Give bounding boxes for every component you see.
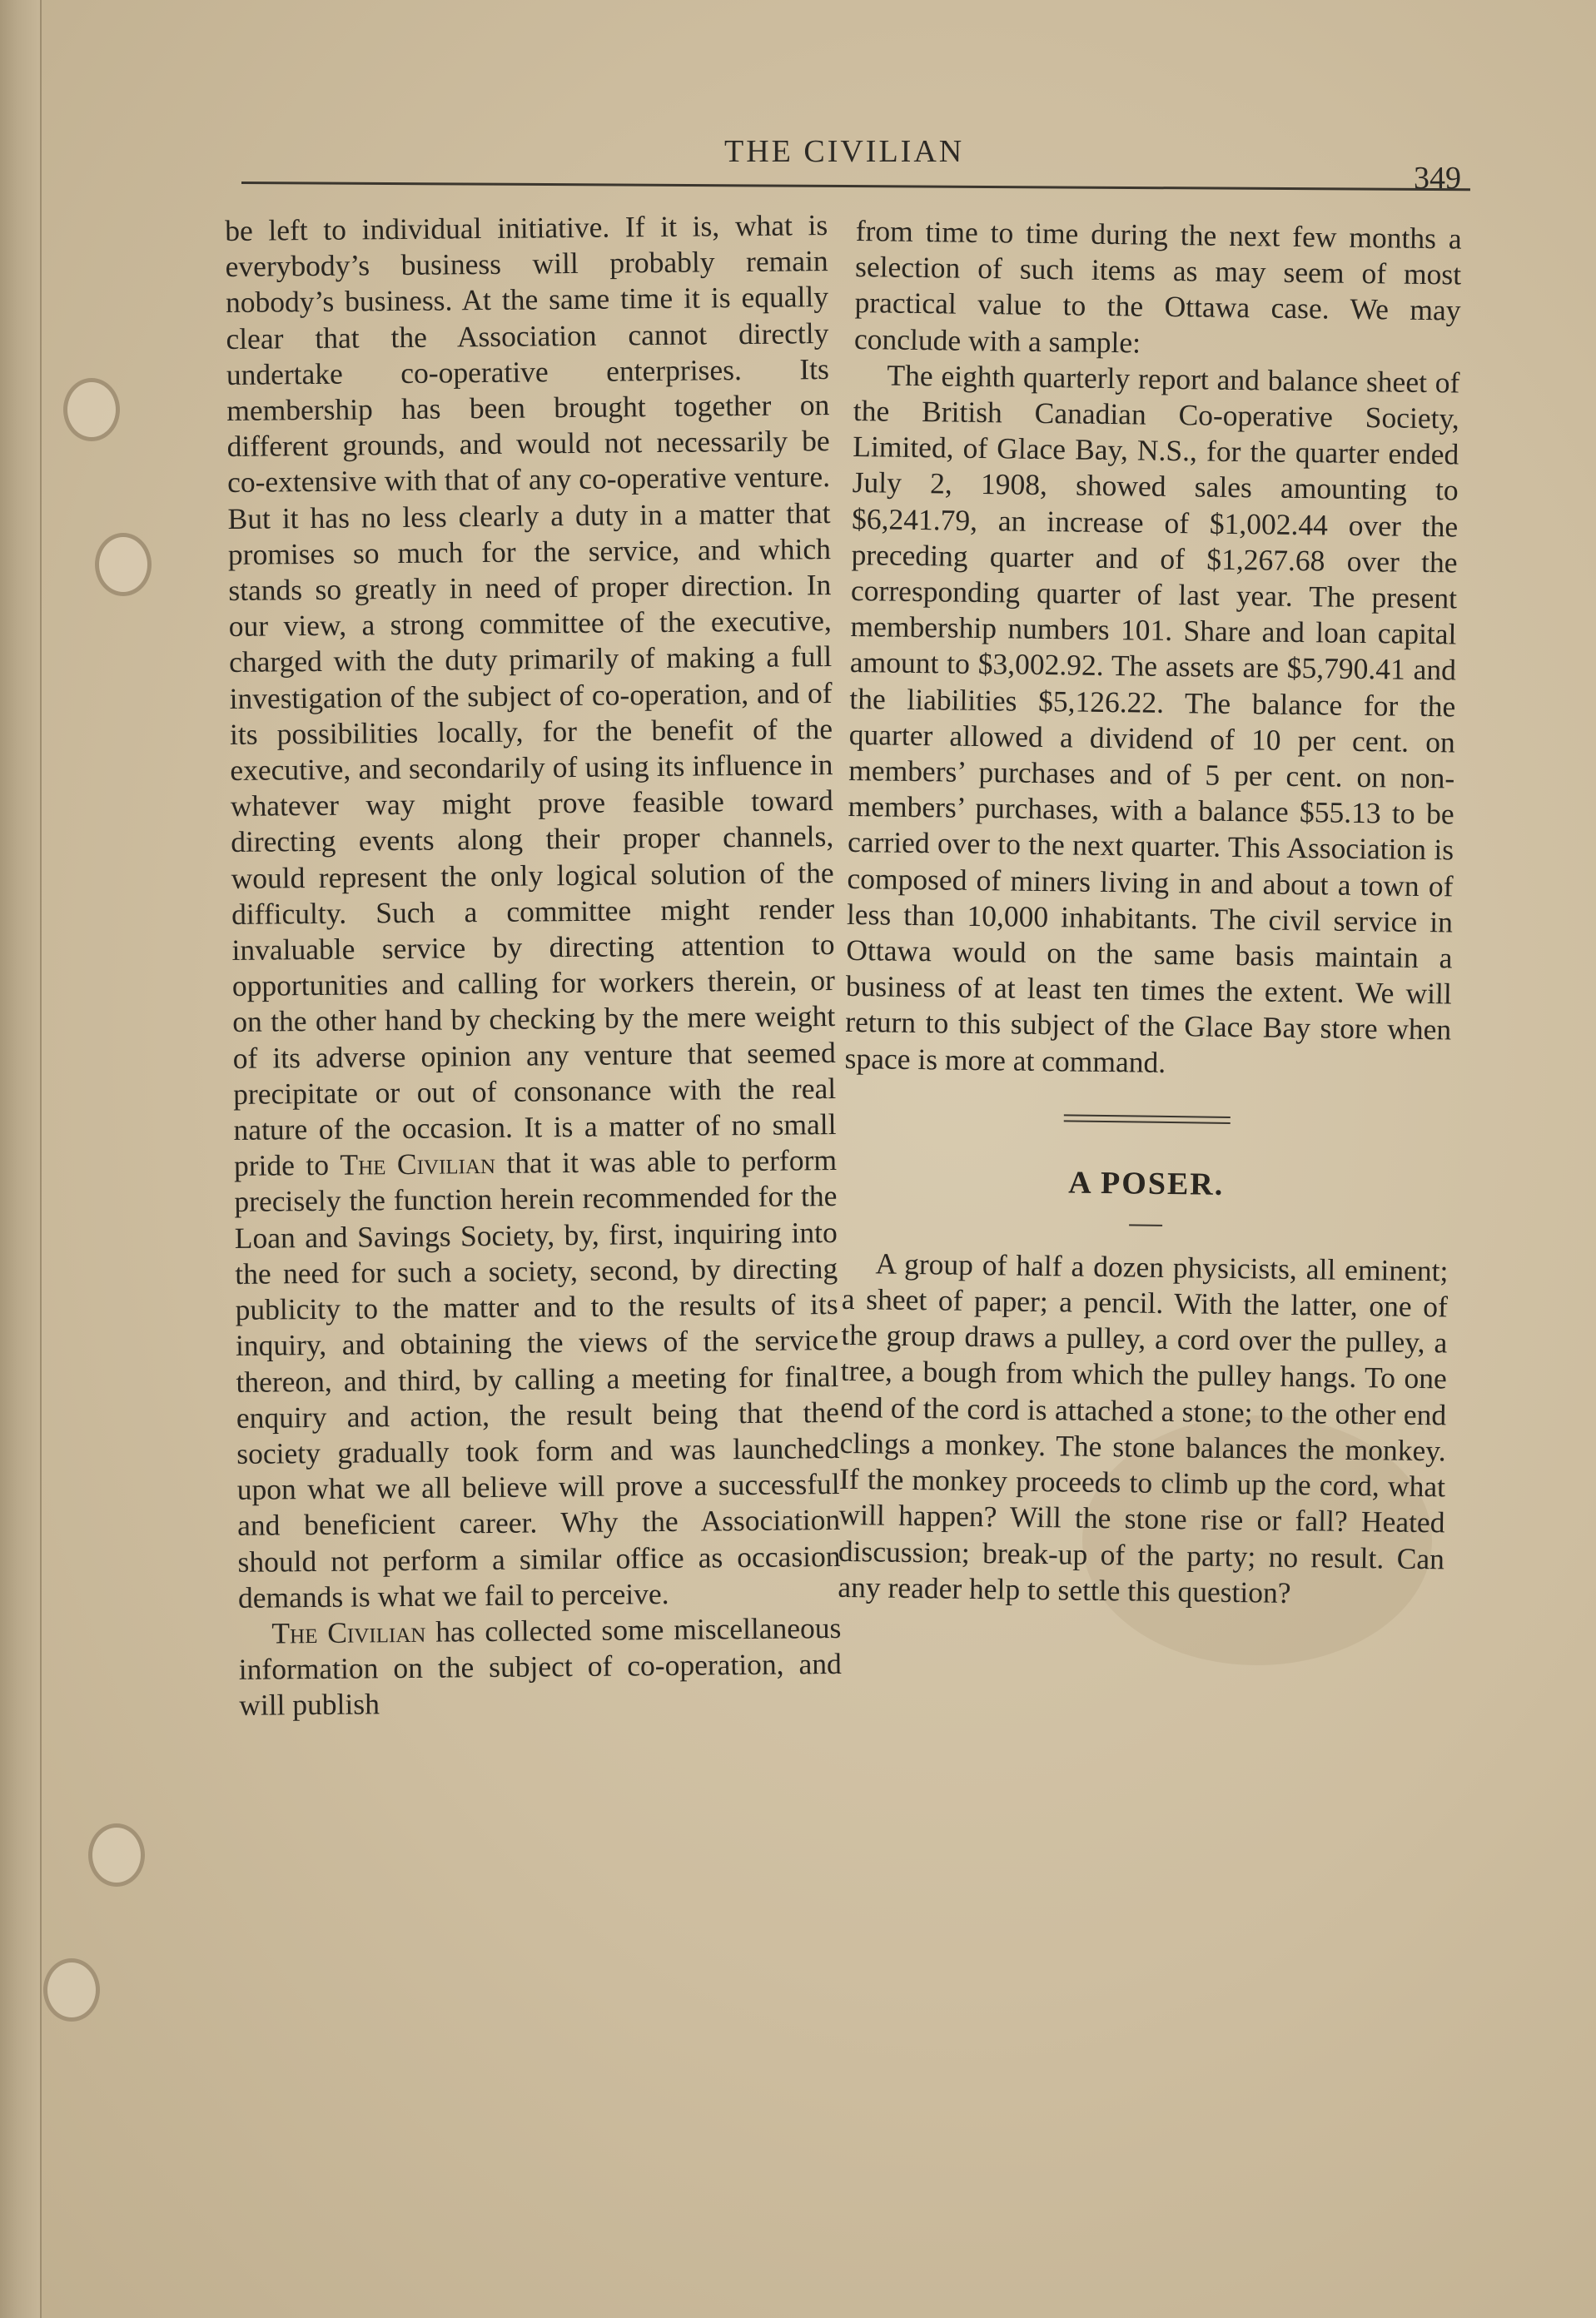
page-number: 349	[1414, 161, 1461, 196]
heading-underline	[1129, 1224, 1162, 1226]
right-paragraph-2: The eighth quarterly report and balance sheet of the British Canadian Co-operative Society, Limited, of Glace Bay, N.S., for the quarter ended July 2, 1908, showed sales amounting to $6,241.79, an increase of $1,002.44 over the preceding quarter and of $1,267.68 over the corresponding quarter of last year. The present membership numbers 101. Share and loan capital amount to $3,002.92. The assets are $5,790.41 and the liabilities $5,126.22. The balance for the quarter allowed a dividend of 10 per cent. on members’ purchases and of 5 per cent. on non-members’ purchases, with a balance $55.13 to be carried over to the next quarter. This Association is composed of miners living in and about a town of less than 10,000 inhabitants. The civil service in Ottawa would on the same basis maintain a business of at least ten times the extent. We will return to this subject of the Glace Bay store when space is more at command.	[844, 358, 1460, 1079]
publication-name: The Civilian	[340, 1147, 496, 1182]
right-paragraph-1: from time to time during the next few months a selection of such items as may seem of most practical value to the Ottawa case. We may conclude with a sample:	[853, 213, 1462, 360]
punch-hole-3	[88, 1823, 145, 1887]
right-column	[838, 213, 1462, 1613]
publication-name: The Civilian	[271, 1614, 426, 1650]
punch-hole-4	[43, 1958, 100, 2022]
punch-hole-2	[95, 533, 152, 596]
binding-edge	[0, 0, 42, 2318]
running-header-title: THE CIVILIAN	[724, 134, 965, 169]
section-divider	[1064, 1114, 1231, 1124]
left-paragraph-2: The Civilian has collected some miscellaneous information on the subject of co-operation, and will publish	[238, 1610, 842, 1723]
punch-hole-1	[63, 378, 120, 441]
poser-paragraph: A group of half a dozen physicists, all eminent; a sheet of paper; a pencil. With the latter, one of the group draws a pulley, a cord over the pulley, a tree, a bough from which the pulley hangs. To one end of the cord is attached a stone; to the other end clings a monkey. The stone balances the monkey. If the monkey proceeds to climb up the cord, what will happen? Will the stone rise or fall? Heated discussion; break-up of the party; no result. Can any reader help to settle this question?	[838, 1246, 1449, 1609]
left-column	[225, 207, 842, 1724]
left-paragraph-1: be left to individual initiative. If it is, what is everybody’s business will probably remain nobody’s business. At the same time it is equally clear that the Association cannot directly undertake co-operative enterprises. Its membership has been brought together on different grounds, and would not necessarily be co-extensive with that of any co-operative venture. But it has no less clearly a duty in a matter that promises so much for the service, and which stands so greatly in need of proper direction. In our view, a strong committee of the executive, charged with the duty primarily of making a full investigation of the subject of co-operation, and of its possibilities locally, for the benefit of the executive, and secondarily of using its influence in whatever way might prove feasible toward directing events along their proper channels, would represent the only logical solution of the difficulty. Such a committee might render invaluable service by directing attention to opportunities and calling for workers therein, or on the other hand by checking by the mere weight of its adverse opinion any venture that seemed precipitate or out of consonance with the real nature of the occasion. It is a matter of no small pride to The Civilian that it was able to perform precisely the function herein recommended for the Loan and Savings Society, by, first, inquiring into the need for such a society, second, by directing publicity to the matter and to the results of its inquiry, and obtaining the views of the service thereon, and third, by calling a meeting for final enquiry and action, the result being that the society gradually took form and was launched upon what we all believe will prove a successful and beneficient career. Why the Association should not perform a similar office as occasion demands is what we fail to perceive.	[225, 208, 841, 1614]
header-rule	[241, 182, 1470, 191]
section-heading: A POSER.	[1067, 1165, 1225, 1202]
